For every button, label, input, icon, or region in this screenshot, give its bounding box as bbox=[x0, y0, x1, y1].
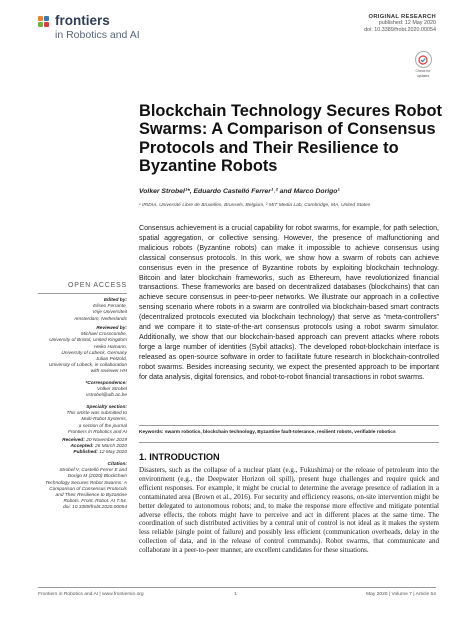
page-number: 1 bbox=[234, 592, 237, 597]
correspondence bbox=[38, 381, 127, 400]
citation-doi[interactable]: doi: 10.3389/frobt.2020.00054 bbox=[62, 505, 127, 511]
specialty-section bbox=[38, 405, 127, 436]
citation-line: Robots. Front. Robot. AI 7:54. bbox=[63, 499, 127, 505]
citation-line: and Their Resilience to Byzantine bbox=[55, 493, 127, 499]
sidebar-published-label: Published: bbox=[73, 450, 98, 456]
doi-link[interactable]: doi: 10.3389/frobt.2020.00054 bbox=[364, 27, 436, 34]
edited-by bbox=[38, 298, 127, 323]
specialty-line: Multi-Robot Systems, bbox=[81, 417, 127, 423]
sidebar-divider bbox=[38, 293, 127, 294]
specialty-line: Frontiers in Robotics and AI bbox=[67, 429, 127, 435]
correspondence-label: *Correspondence: bbox=[85, 381, 127, 386]
keywords-text: swarm robotics, blockchain technology, Byzantine fault-tolerance, resilient robots, verifiable robotics bbox=[164, 430, 396, 435]
article-title: Blockchain Technology Secures Robot Swarms: A Comparison of Consensus Protocols and Their Resilience to Byzantine Robots bbox=[139, 102, 442, 176]
editor-line: Vrije Universiteit bbox=[92, 310, 127, 316]
section-heading-introduction: 1. INTRODUCTION bbox=[139, 452, 220, 462]
received-date: 20 November 2019 bbox=[86, 438, 127, 443]
affiliations: ¹ IRIDIA, Université Libre de Bruxelles, Brussels, Belgium, ² MIT Media Lab, Cambridge, MA, United States bbox=[139, 203, 371, 208]
received-label: Received: bbox=[62, 438, 85, 443]
journal-name: in Robotics and AI bbox=[55, 29, 140, 41]
citation-line: Comparison of Consensus Protocols bbox=[49, 486, 127, 492]
abstract-top-divider bbox=[139, 425, 439, 426]
updates-label-1: Check for bbox=[415, 69, 431, 73]
check-for-updates-icon bbox=[415, 51, 432, 68]
reviewer-line: University of Lübeck, in collaboration bbox=[48, 363, 127, 369]
accepted-date: 26 March 2020 bbox=[95, 444, 127, 450]
reviewer-line: University of Lübeck, Germany bbox=[61, 350, 127, 356]
dates bbox=[38, 438, 127, 457]
accepted-label: Accepted: bbox=[70, 444, 94, 450]
open-access-label: OPEN ACCESS bbox=[68, 282, 127, 289]
specialty-line: a section of the journal bbox=[78, 423, 127, 429]
footer-issue: May 2020 | Volume 7 | Article 54 bbox=[366, 592, 436, 597]
keywords-label: Keywords: bbox=[139, 430, 164, 435]
editor-line: Amsterdam, Netherlands bbox=[73, 316, 127, 322]
reviewer-line: with reviewer HH bbox=[90, 369, 127, 375]
reviewer-line: Heiko Hamann, bbox=[93, 344, 127, 350]
correspondence-email[interactable]: vstrobel@ulb.ac.be bbox=[85, 393, 127, 399]
reviewed-by-label: Reviewed by: bbox=[96, 326, 127, 331]
citation-line: Technology Secures Robot Swarms: A bbox=[45, 480, 127, 486]
sidebar-published-date: 12 May 2020 bbox=[99, 450, 127, 456]
footer-divider bbox=[38, 587, 436, 588]
specialty-label: Specialty section: bbox=[86, 405, 127, 410]
citation-line: Dorigo M (2020) Blockchain bbox=[67, 474, 127, 480]
specialty-line: This article was submitted to bbox=[66, 411, 127, 417]
reviewer-line: Michael Crosscombe, bbox=[80, 332, 127, 338]
abstract-bottom-divider bbox=[139, 442, 439, 443]
reviewer-line: Julian Petzold, bbox=[95, 357, 127, 363]
brand-name: frontiers bbox=[55, 13, 110, 28]
editor-line: Eliseo Ferrante, bbox=[93, 304, 127, 310]
edited-by-label: Edited by: bbox=[103, 298, 127, 303]
article-type: ORIGINAL RESEARCH bbox=[368, 14, 436, 20]
updates-label-2: updates bbox=[416, 74, 430, 78]
footer-journal-link[interactable]: Frontiers in Robotics and AI | www.frontiersin.org bbox=[38, 592, 144, 597]
frontiers-logo-icon bbox=[38, 16, 51, 29]
reviewer-line: University of Bristol, United Kingdom bbox=[49, 338, 127, 344]
citation bbox=[38, 462, 127, 512]
abstract: Consensus achievement is a crucial capability for robot swarms, for example, for path selection, spatial aggregation, or collective sensing. However, the presence of malfunctioning and malicious robots (Byzantine robots) can make it impossible to achieve consensus using classical consensus protocols. In this work, we show how a swarm of robots can achieve consensus even in the presence of Byzantine robots by exploiting blockchain technology. Bitcoin and later blockchain frameworks, such as Ethereum, have revolutionized financial transactions. These frameworks are based on decentralized databases (blockchains) that can achieve secure consensus in peer-to-peer networks. We illustrate our approach in a collective sensing scenario where robots in a swarm are controlled via blockchain-based smart contracts (decentralized protocols executed via blockchain technology) that serve as “meta-controllers” and we compare it to state-of-the-art consensus protocols using a robot swarm simulator. Additionally, we show that our blockchain-based approach can prevent attacks where robots forge a large number of identities (Sybil attacks). The developed robot-blockchain interface is released as open-source software in order to facilitate future research in blockchain-controlled robot swarms. Besides increasing security, we expect the presented approach to be important for data analysis, digital forensics, and robot-to-robot financial transactions in robot swarms. bbox=[139, 225, 439, 381]
journal-logo[interactable] bbox=[38, 14, 140, 41]
article-meta bbox=[364, 14, 436, 35]
author-list[interactable]: Volker Strobel¹*, Eduardo Castelló Ferrer¹˒² and Marco Dorigo¹ bbox=[139, 188, 340, 195]
citation-line: Strobel V, Castelló Ferrer E and bbox=[59, 468, 127, 474]
introduction-text: Disasters, such as the collapse of a nuclear plant (e.g., Fukushima) or the release of petroleum into the environment (e.g., the Deepwater Horizon oil spill), present huge challenges and require quick and efficient responses. For example, it might be crucial to determine the average presence of radiation in a contaminated area (Brown et al., 2016). For security and efficiency reasons, on-site intervention might be better delegated to autonomous robots; and, to make the response more effective and mitigate potential adverse effects, the robots might have to perceive and act in different places at the same time. The coordination of such distributed activities by a central unit of control is not ideal as it makes the system less reliable (single point of failure) and possibly less efficient (communication overheads, delay in the collection of data, and in the release of control commands). Robot swarms, that communicate and collaborate in a peer-to-peer manner, are excellent candidates for these situations. bbox=[139, 466, 439, 555]
published-date: published: 12 May 2020 bbox=[378, 20, 436, 26]
check-for-updates-button[interactable] bbox=[412, 51, 434, 78]
citation-label: Citation: bbox=[107, 462, 127, 467]
reviewed-by bbox=[38, 326, 127, 376]
keywords bbox=[139, 430, 439, 436]
correspondence-name: Volker Strobel bbox=[97, 387, 127, 393]
